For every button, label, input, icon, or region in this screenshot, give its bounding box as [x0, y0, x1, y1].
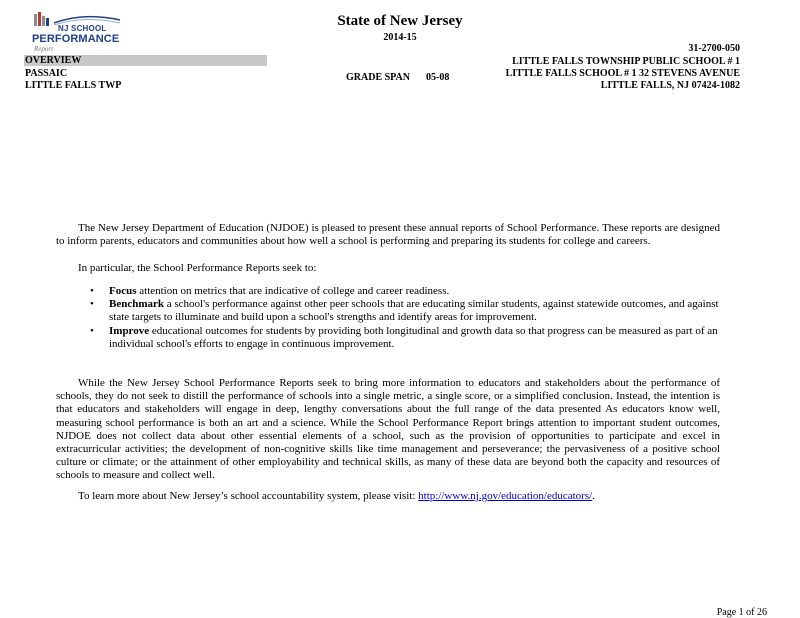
learn-more-suffix: . [592, 490, 595, 502]
bullet-keyword: Focus [109, 285, 137, 297]
nj-education-link[interactable]: http://www.nj.gov/education/educators/ [418, 490, 593, 502]
bullet-keyword: Benchmark [109, 298, 164, 311]
county-name: PASSAIC [25, 68, 68, 79]
school-address: LITTLE FALLS SCHOOL # 1 32 STEVENS AVENUE [505, 68, 740, 79]
bullet-icon: • [90, 285, 94, 297]
list-item [90, 285, 730, 298]
bullet-text: attention on metrics that are indicative of college and career readiness. [136, 285, 450, 297]
district-short-name: LITTLE FALLS TWP [25, 80, 122, 91]
district-name: LITTLE FALLS TOWNSHIP PUBLIC SCHOOL # 1 [512, 56, 740, 67]
bullet-text: educational outcomes for students by providing both longitudinal and growth data so that progress can be measured as part of an individual school's efforts to engage in continuous improvement. [109, 324, 718, 350]
page-number: Page 1 of 26 [716, 607, 767, 618]
particular-paragraph: In particular, the School Performance Reports seek to: [78, 262, 317, 274]
school-code: 31-2700-050 [688, 43, 740, 54]
list-item [90, 298, 730, 324]
bullet-icon: • [90, 298, 94, 311]
goals-list [90, 285, 730, 351]
school-city: LITTLE FALLS, NJ 07424-1082 [600, 80, 740, 91]
learn-more-paragraph [78, 490, 595, 502]
logo-text-performance: PERFORMANCE [32, 33, 120, 45]
bullet-icon: • [90, 324, 94, 337]
while-paragraph: While the New Jersey School Performance Reports seek to bring more information to educators and stakeholders about the performance of schools, they do not seek to distill the performance of schools into a single metric, a single score, or a simplified conclusion. Instead, the intention is that educators and stakeholders will engage in deep, lengthy conversations about the full range of the data presented As educators know well, measuring school performance is both an art and a science. While the School Performance Report brings attention to important student outcomes, NJDOE does not collect data about other essential elements of a school, such as the provision of opportunities to participate and excel in extracurricular activities; the development of non-cognitive skills like time management and perseverance; the pervasiveness of a positive school culture or climate; or the attainment of other employability and technical skills, as many of these data are beyond both the capacity and resources of schools to measure and collect well. [56, 377, 720, 482]
learn-more-text: To learn more about New Jersey’s school accountability system, please visit: [78, 490, 419, 502]
school-year: 2014-15 [383, 32, 417, 43]
grade-span-value: 05-08 [426, 72, 450, 83]
overview-label: OVERVIEW [25, 55, 82, 66]
intro-paragraph: The New Jersey Department of Education (NJDOE) is pleased to present these annual reports of School Performance. These reports are designed to inform parents, educators and communities about how well a school is performing and preparing its students for college and careers. [56, 222, 720, 248]
bullet-text: a school's performance against other peer schools that are educating similar students, against statewide outcomes, and against state targets to illuminate and build upon a school's strengths and identify areas for improvement. [109, 298, 719, 324]
page-title: State of New Jersey [337, 13, 463, 29]
logo-text-report: Report [34, 45, 54, 53]
logo-text-nj-school: NJ SCHOOL [58, 24, 107, 33]
list-item [90, 325, 730, 351]
grade-span-label: GRADE SPAN [346, 72, 410, 83]
bullet-keyword: Improve [109, 324, 150, 337]
